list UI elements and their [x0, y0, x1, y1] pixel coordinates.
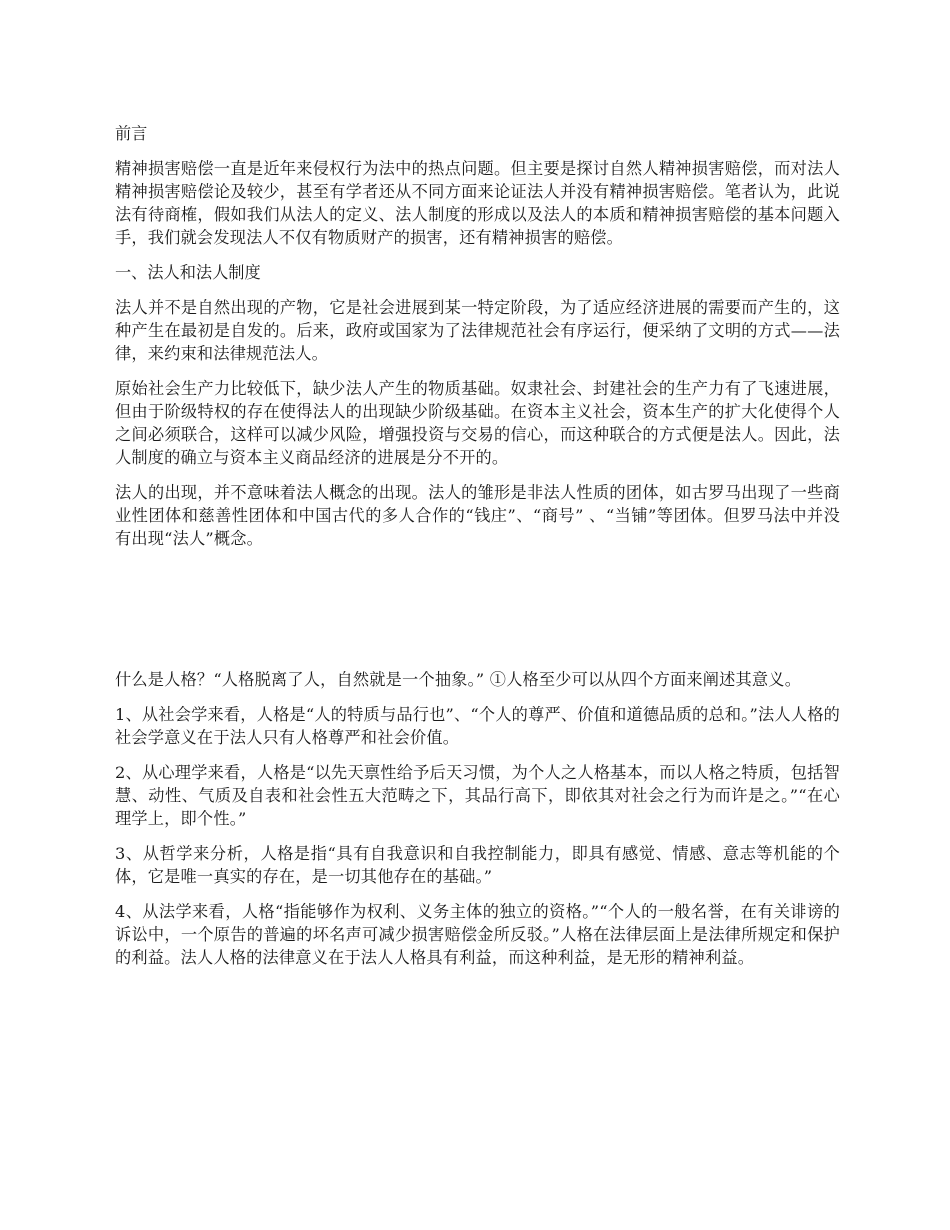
paragraph: 2、从心理学来看，人格是“以先天禀性给予后天习惯，为个人之人格基本，而以人格之特质，包括智慧、动性、气质及自表和社会性五大范畴之下，其品行高下，即依其对社会之行为而许是之。”“在心理学上，即个性。”: [115, 763, 840, 828]
paragraph: 什么是人格？“人格脱离了人，自然就是一个抽象。” ①人格至少可以从四个方面来阐述其意义。: [115, 670, 802, 689]
section-legal-person-system: [115, 261, 840, 550]
paragraph: 法人的出现，并不意味着法人概念的出现。法人的雏形是非法人性质的团体，如古罗马出现了一些商业性团体和慈善性团体和中国古代的多人合作的“钱庄”、“商号” 、“当铺”等团体。但罗马法中并没有出现“法人”概念。: [115, 483, 840, 548]
document-page: [115, 122, 840, 981]
paragraph: 原始社会生产力比较低下，缺少法人产生的物质基础。奴隶社会、封建社会的生产力有了飞速进展，但由于阶级特权的存在使得法人的出现缺少阶级基础。在资本主义社会，资本生产的扩大化使得个人之间必须联合，这样可以减少风险，增强投资与交易的信心，而这种联合的方式便是法人。因此，法人制度的确立与资本主义商品经济的进展是分不开的。: [115, 379, 840, 467]
section-preface: [115, 122, 840, 249]
paragraph: 精神损害赔偿一直是近年来侵权行为法中的热点问题。但主要是探讨自然人精神损害赔偿，而对法人精神损害赔偿论及较少，甚至有学者还从不同方面来论证法人并没有精神损害赔偿。笔者认为，此说法有待商榷，假如我们从法人的定义、法人制度的形成以及法人的本质和精神损害赔偿的基本问题入手，我们就会发现法人不仅有物质财产的损害，还有精神损害的赔偿。: [115, 159, 840, 247]
paragraph: 3、从哲学来分析，人格是指“具有自我意识和自我控制能力，即具有感觉、情感、意志等机能的个体，它是唯一真实的存在，是一切其他存在的基础。”: [115, 844, 840, 886]
paragraph: 法人并不是自然出现的产物，它是社会进展到某一特定阶段，为了适应经济进展的需要而产生的，这种产生在最初是自发的。后来，政府或国家为了法律规范社会有序运行，便采纳了文明的方式——法律，来约束和法律规范法人。: [115, 298, 840, 363]
paragraph: 4、从法学来看，人格“指能够作为权利、义务主体的独立的资格。”“个人的一般名誉，在有关诽谤的诉讼中，一个原告的普遍的坏名声可减少损害赔偿金所反驳。”人格在法律层面上是法律所规定和保护的利益。法人人格的法律意义在于法人人格具有利益，而这种利益，是无形的精神利益。: [115, 902, 840, 967]
page-gap: [115, 562, 840, 668]
section-heading-preface: 前言: [115, 124, 148, 143]
paragraph: 1、从社会学来看，人格是“人的特质与品行也”、“个人的尊严、价值和道德品质的总和。”法人人格的社会学意义在于法人只有人格尊严和社会价值。: [115, 705, 840, 747]
section-heading-legal-person: 一、法人和法人制度: [115, 263, 261, 282]
section-personality: [115, 668, 840, 969]
